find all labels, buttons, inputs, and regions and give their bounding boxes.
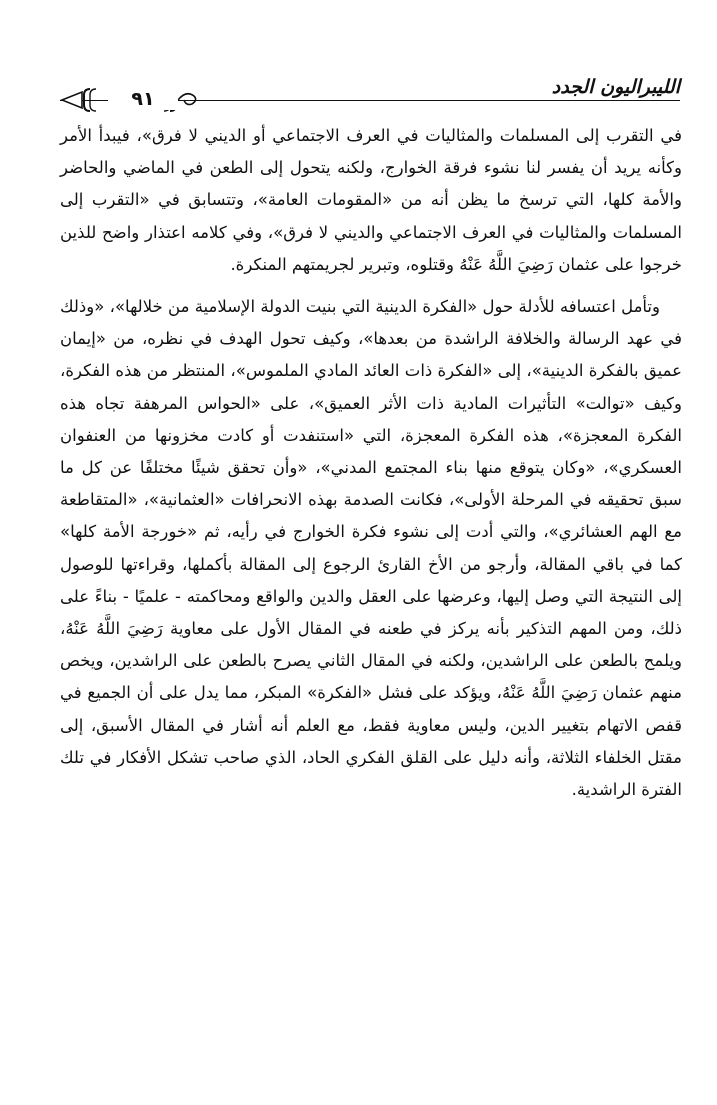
page-number: ٩١ (108, 88, 178, 110)
running-title: الليبراليون الجدد (551, 76, 680, 98)
page-number-ornament-icon (60, 86, 200, 114)
paragraph: في التقرب إلى المسلمات والمثاليات في العرف الاجتماعي أو الديني لا فرق»، فيبدأ الأمر وكأنه يريد أن يفسر لنا نشوء فرقة الخوارج، ولكنه يتحول إلى الطعن في الماضي والحاضر والأمة كلها، التي ترسخ ما يظن أنه من «المقومات العامة»، وتتسابق في «التقرب إلى المسلمات والمثاليات في العرف الاجتماعي والديني لا فرق»، وفي كلامه اعتذار واضح للذين خرجوا على عثمان رَضِيَ اللَّهُ عَنْهُ وقتلوه، وتبرير لجريمتهم المنكرة. (60, 126, 682, 274)
body-text (60, 120, 682, 806)
page-header (60, 74, 680, 114)
paragraph: وتأمل اعتسافه للأدلة حول «الفكرة الدينية التي بنيت الدولة الإسلامية من خلالها»، «وذلك في عهد الرسالة والخلافة الراشدة من بعدها»، وكيف تحول الهدف في نظره، من «إيمان عميق بالفكرة الدينية»، إلى «الفكرة ذات العائد المادي الملموس»، المنتظر من هذه الفكرة، وكيف «توالت» التأثيرات المادية ذات الأثر العميق»، على «الحواس المرهفة تجاه هذه الفكرة المعجزة»، هذه الفكرة المعجزة، التي «استنفدت أو كادت مخزونها من العنفوان العسكري»، «وكان يتوقع منها بناء المجتمع المدني»، «وأن تحقق شيئًا مختلفًا عن كل ما سبق تحقيقه في المرحلة الأولى»، فكانت الصدمة بهذه الانحرافات «العثمانية»، «المتقاطعة مع الهم العشائري»، والتي أدت إلى نشوء فكرة الخوارج في رأيه، ثم «خورجة الأمة كلها» كما في باقي المقالة، وأرجو من الأخ القارئ الرجوع إلى المقالة بأكملها، وقراءتها للوصول إلى النتيجة التي وصل إليها، وعرضها على العقل والدين والواقع ومحاكمته - علميًا - بناءً على ذلك، ومن المهم التذكير بأنه يركز في طعنه في المقال الأول على معاوية رَضِيَ اللَّهُ عَنْهُ، ويلمح بالطعن على الراشدين، ولكنه في المقال الثاني يصرح بالطعن على الراشدين، ويخص منهم عثمان رَضِيَ اللَّهُ عَنْهُ، ويؤكد على فشل «الفكرة» المبكر، مما يدل على أن الجميع في قفص الاتهام بتغيير الدين، وليس معاوية فقط، مع العلم أنه أشار في المقال الأسبق، إلى مقتل الخلفاء الثلاثة، وأنه دليل على القلق الفكري الحاد، الذي صاحب تشكل الأفكار في تلك الفترة الراشدية. (60, 297, 682, 800)
